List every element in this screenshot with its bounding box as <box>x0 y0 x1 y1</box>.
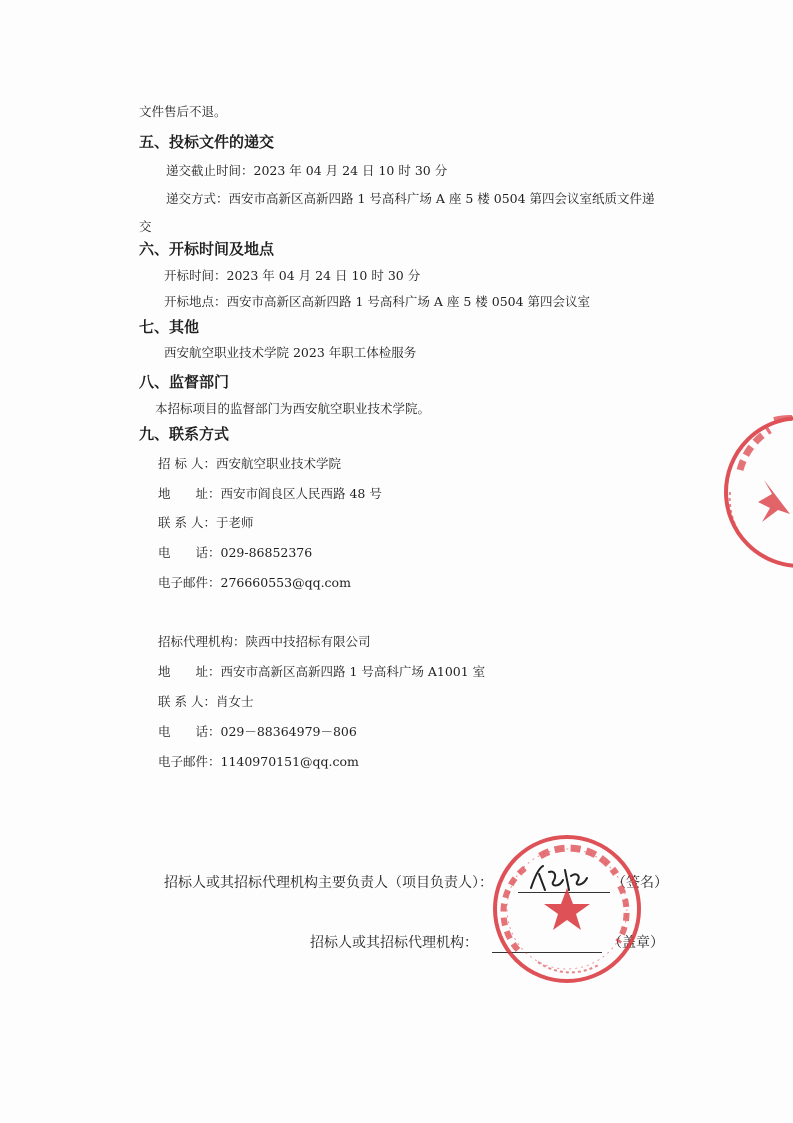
agency-phone: 电 话：029－88364979－806 <box>158 724 357 739</box>
section-8-heading: 八、监督部门 <box>139 373 230 391</box>
opening-place: 开标地点：西安市高新区高新四路 1 号高科广场 A 座 5 楼 0504 第四会议室 <box>164 294 591 309</box>
agency-address: 地 址：西安市高新区高新四路 1 号高科广场 A1001 室 <box>158 664 486 679</box>
edge-seal-icon <box>700 410 793 575</box>
agency-contact: 联 系 人：肖女士 <box>158 694 254 709</box>
agency-email: 电子邮件：1140970151@qq.com <box>158 754 359 769</box>
other-info: 西安航空职业技术学院 2023 年职工体检服务 <box>164 345 417 360</box>
tenderer-phone: 电 话：029-86852376 <box>158 545 313 560</box>
signature-suffix: （签名） <box>612 875 668 891</box>
section-5-heading: 五、投标文件的递交 <box>139 133 275 151</box>
intro-tail: 文件售后不退。 <box>139 104 227 119</box>
seal-label: 招标人或其招标代理机构： <box>310 935 478 951</box>
submission-deadline: 递交截止时间：2023 年 04 月 24 日 10 时 30 分 <box>166 163 448 178</box>
tenderer-address: 地 址：西安市阎良区人民西路 48 号 <box>158 486 382 501</box>
company-seal-icon <box>488 830 646 988</box>
submission-method: 递交方式：西安市高新区高新四路 1 号高科广场 A 座 5 楼 0504 第四会议室纸质文件递 <box>166 191 655 206</box>
signature-label: 招标人或其招标代理机构主要负责人（项目负责人）： <box>164 875 493 891</box>
submission-method-cont: 交 <box>139 219 152 234</box>
seal-suffix: （盖章） <box>608 935 664 951</box>
opening-time: 开标时间：2023 年 04 月 24 日 10 时 30 分 <box>164 268 421 283</box>
tenderer-contact: 联 系 人：于老师 <box>158 515 254 530</box>
tenderer-name: 招 标 人：西安航空职业技术学院 <box>158 456 341 471</box>
agency-name: 招标代理机构：陕西中技招标有限公司 <box>158 634 371 649</box>
tenderer-email: 电子邮件：276660553@qq.com <box>158 575 351 590</box>
section-7-heading: 七、其他 <box>139 318 200 336</box>
section-6-heading: 六、开标时间及地点 <box>139 240 275 258</box>
section-9-heading: 九、联系方式 <box>139 425 230 443</box>
supervision-info: 本招标项目的监督部门为西安航空职业技术学院。 <box>155 401 431 416</box>
